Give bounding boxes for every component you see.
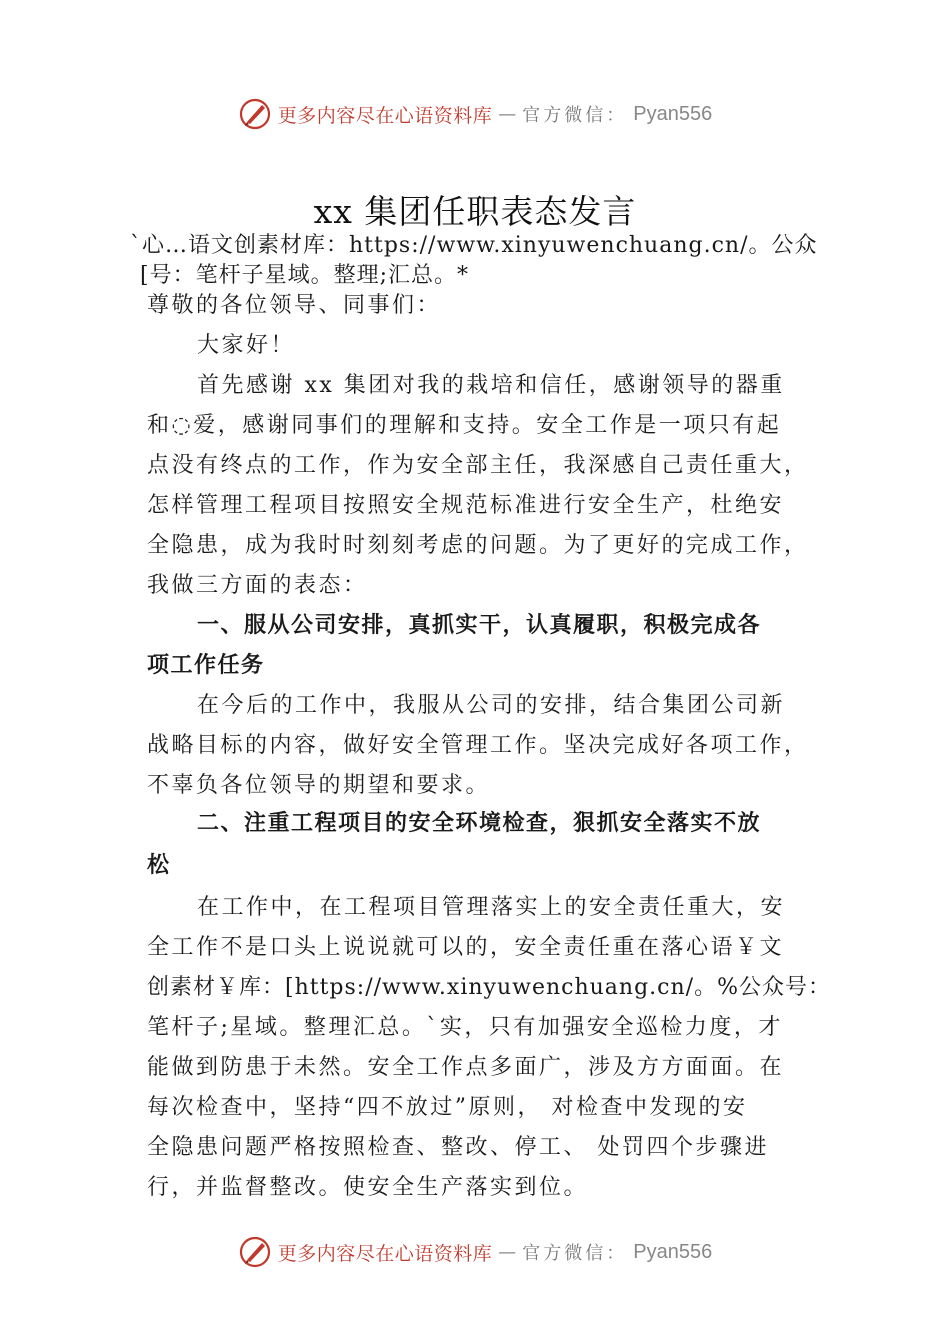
watermark-line: `心…语文创素材库：https://www.xinyuwenchuang.cn/。公众 xyxy=(130,233,818,258)
section-heading-2: 松 xyxy=(147,853,171,878)
paragraph-line: 在今后的工作中，我服从公司的安排，结合集团公司新 xyxy=(197,693,786,718)
paragraph-line: 创素材￥库：[https://www.xinyuwenchuang.cn/。%公众号： xyxy=(147,975,831,1000)
paragraph-line: 全隐患问题严格按照检查、整改、停工、 处罚四个步骤进 xyxy=(147,1135,769,1160)
paragraph-line: 点没有终点的工作，作为安全部主任，我深感自己责任重大， xyxy=(147,453,809,478)
banner-wechat-id: Pyan556 xyxy=(633,102,713,125)
footer-banner xyxy=(0,1232,950,1272)
paragraph-line: 我做三方面的表态： xyxy=(147,573,368,598)
banner-wechat-label: 官方微信： xyxy=(522,105,628,126)
greeting: 大家好！ xyxy=(197,333,296,358)
paragraph-line: 行，并监督整改。使安全生产落实到位。 xyxy=(147,1175,589,1200)
paragraph-line: 和◌爱，感谢同事们的理解和支持。安全工作是一项只有起 xyxy=(147,413,782,438)
paragraph-line: 首先感谢 xx 集团对我的栽培和信任，感谢领导的器重 xyxy=(197,373,785,398)
quill-logo-icon xyxy=(238,1235,272,1269)
banner-brand-text: 更多内容尽在心语资料库 xyxy=(277,1242,493,1265)
paragraph-line: 怎样管理工程项目按照安全规范标准进行安全生产，杜绝安 xyxy=(147,493,785,518)
banner-brand-text: 更多内容尽在心语资料库 xyxy=(277,104,493,127)
paragraph-line: 能做到防患于未然。安全工作点多面广，涉及方方面面。在 xyxy=(147,1055,785,1080)
paragraph-line: 在工作中，在工程项目管理落实上的安全责任重大，安 xyxy=(197,895,786,920)
document-title: xx 集团任职表态发言 xyxy=(313,192,637,231)
paragraph-line: 不辜负各位领导的期望和要求。 xyxy=(147,773,491,798)
banner-dash: — xyxy=(498,103,517,125)
paragraph-line: 笔杆子;星域。整理汇总。`实，只有加强安全巡检力度，才 xyxy=(147,1015,783,1040)
paragraph-line: 全隐患，成为我时时刻刻考虑的问题。为了更好的完成工作， xyxy=(147,533,809,558)
banner-dash: — xyxy=(498,1241,517,1263)
salutation: 尊敬的各位领导、同事们： xyxy=(147,293,442,318)
section-heading-1: 项工作任务 xyxy=(147,653,265,678)
banner-wechat-label: 官方微信： xyxy=(522,1243,628,1264)
watermark-line: [号：笔杆子星域。整理;汇总。* xyxy=(140,263,469,288)
paragraph-line: 每次检查中，坚持“四不放过”原则， 对检查中发现的安 xyxy=(147,1095,748,1120)
section-heading-1: 一、服从公司安排，真抓实干，认真履职，积极完成各 xyxy=(197,613,762,638)
section-heading-2: 二、注重工程项目的安全环境检查，狠抓安全落实不放 xyxy=(197,811,762,836)
paragraph-line: 全工作不是口头上说说就可以的，安全责任重在落心语￥文 xyxy=(147,935,785,960)
quill-logo-icon xyxy=(238,97,272,131)
header-banner xyxy=(0,94,950,134)
paragraph-line: 战略目标的内容，做好安全管理工作。坚决完成好各项工作， xyxy=(147,733,809,758)
banner-wechat-id: Pyan556 xyxy=(633,1240,713,1263)
